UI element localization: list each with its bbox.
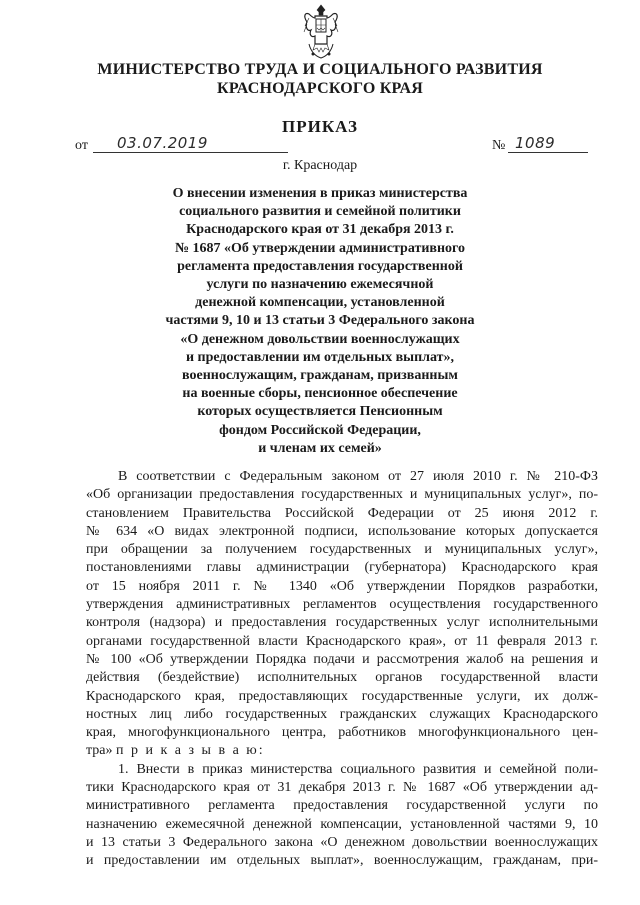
date-prefix: от	[75, 138, 88, 153]
subject-line: на военные сборы, пенсионное обеспечение	[182, 386, 458, 402]
number-prefix: №	[492, 138, 506, 153]
subject-line: № 1687 «Об утверждении административного	[174, 240, 466, 256]
body-line: и предоставлении им отдельных выплат», военнослужащим, гражданам, при-	[86, 853, 598, 869]
ministry-name	[80, 60, 560, 98]
body-line: № 100 «Об утверждении Порядка подачи и рассмотрения жалоб на решения и	[86, 651, 598, 667]
body-line: контроля (надзора) и предоставления государственных услуг исполнительными	[86, 615, 598, 631]
subject-line: денежной компенсации, установленной	[195, 295, 445, 311]
ministry-name-line1: МИНИСТЕРСТВО ТРУДА И СОЦИАЛЬНОГО РАЗВИТИЯ	[97, 61, 543, 78]
subject-line: военнослужащим, гражданам, призванным	[182, 368, 458, 384]
ministry-name-line2: КРАСНОДАРСКОГО КРАЯ	[217, 80, 423, 97]
body-line: при обращении за получением государственных и муниципальных услуг»,	[86, 542, 598, 558]
subject-line: социального развития и семейной политики	[179, 204, 461, 220]
body-line: В соответствии с Федеральным законом от 27 июля 2010 г. № 210-ФЗ	[118, 469, 598, 484]
subject-line: «О денежном довольствии военнослужащих	[180, 331, 460, 347]
subject-line: фондом Российской Федерации,	[219, 422, 421, 438]
handwritten-date: 03.07.2019	[117, 134, 208, 152]
body-line-last	[86, 742, 598, 760]
body-line: органами государственной власти Краснодарского края», от 11 февраля 2013 г.	[86, 633, 598, 649]
body-line: и 13 статьи 3 Федерального закона «О денежном довольствии военнослужащих	[86, 834, 598, 850]
body-line: утверждения административных регламентов осуществления государственного	[86, 597, 598, 613]
subject-line: регламента предоставления государственной	[177, 258, 463, 274]
body-line: действия (бездействие) исполнительных органов государственной власти	[86, 670, 598, 686]
subject-line: и предоставлении им отдельных выплат»,	[185, 349, 455, 365]
date-number-row	[75, 134, 605, 156]
body-line: назначению ежемесячной денежной компенсации, установленной частями 9, 10	[86, 816, 598, 832]
body-line: ностных лиц либо государственных гражданских служащих Краснодарского	[86, 706, 598, 722]
body-line: Краснодарского края, предоставляющих государственные услуги, их долж-	[86, 688, 598, 704]
order-body	[86, 468, 598, 871]
subject-line: О внесении изменения в приказ министерства	[172, 186, 468, 201]
body-line: № 634 «О видах электронной подписи, использование которых допускается	[86, 523, 598, 539]
city: г. Краснодар	[282, 158, 358, 173]
coat-of-arms-emblem	[301, 4, 341, 60]
body-line: министративного регламента предоставления государственной услуги по	[86, 798, 598, 814]
order-subject	[150, 185, 490, 458]
subject-line: услуги по назначению ежемесячной	[206, 277, 434, 293]
body-line: от 15 ноября 2011 г. № 1340 «Об утверждении Порядков разработки,	[86, 578, 598, 594]
body-line: становлением Правительства Российской Федерации от 25 июня 2012 г.	[86, 505, 598, 521]
subject-line: частями 9, 10 и 13 статьи 3 Федерального закона	[165, 313, 475, 329]
body-line: «Об организации предоставления государственных и муниципальных услуг», по-	[86, 487, 598, 503]
subject-line: которых осуществляется Пенсионным	[197, 404, 443, 420]
order-verb: п р и к а з ы в а ю:	[116, 743, 265, 759]
handwritten-number: 1089	[515, 134, 556, 152]
subject-line: Краснодарского края от 31 декабря 2013 г.	[186, 222, 454, 238]
number-underline	[508, 152, 588, 153]
body-line: постановлениями главы администрации (губернатора) Краснодарского края	[86, 560, 598, 576]
body-fragment: тра»	[86, 743, 113, 759]
body-line: 1. Внести в приказ министерства социального развития и семейной поли-	[118, 761, 598, 777]
order-title: ПРИКАЗ	[282, 117, 358, 136]
date-underline	[93, 152, 288, 153]
subject-line: и членам их семей»	[258, 440, 382, 456]
body-line: края, многофункционального центра, работников многофункционального цен-	[86, 725, 598, 741]
body-line: тики Краснодарского края от 31 декабря 2013 г. № 1687 «Об утверждении ад-	[86, 780, 598, 796]
